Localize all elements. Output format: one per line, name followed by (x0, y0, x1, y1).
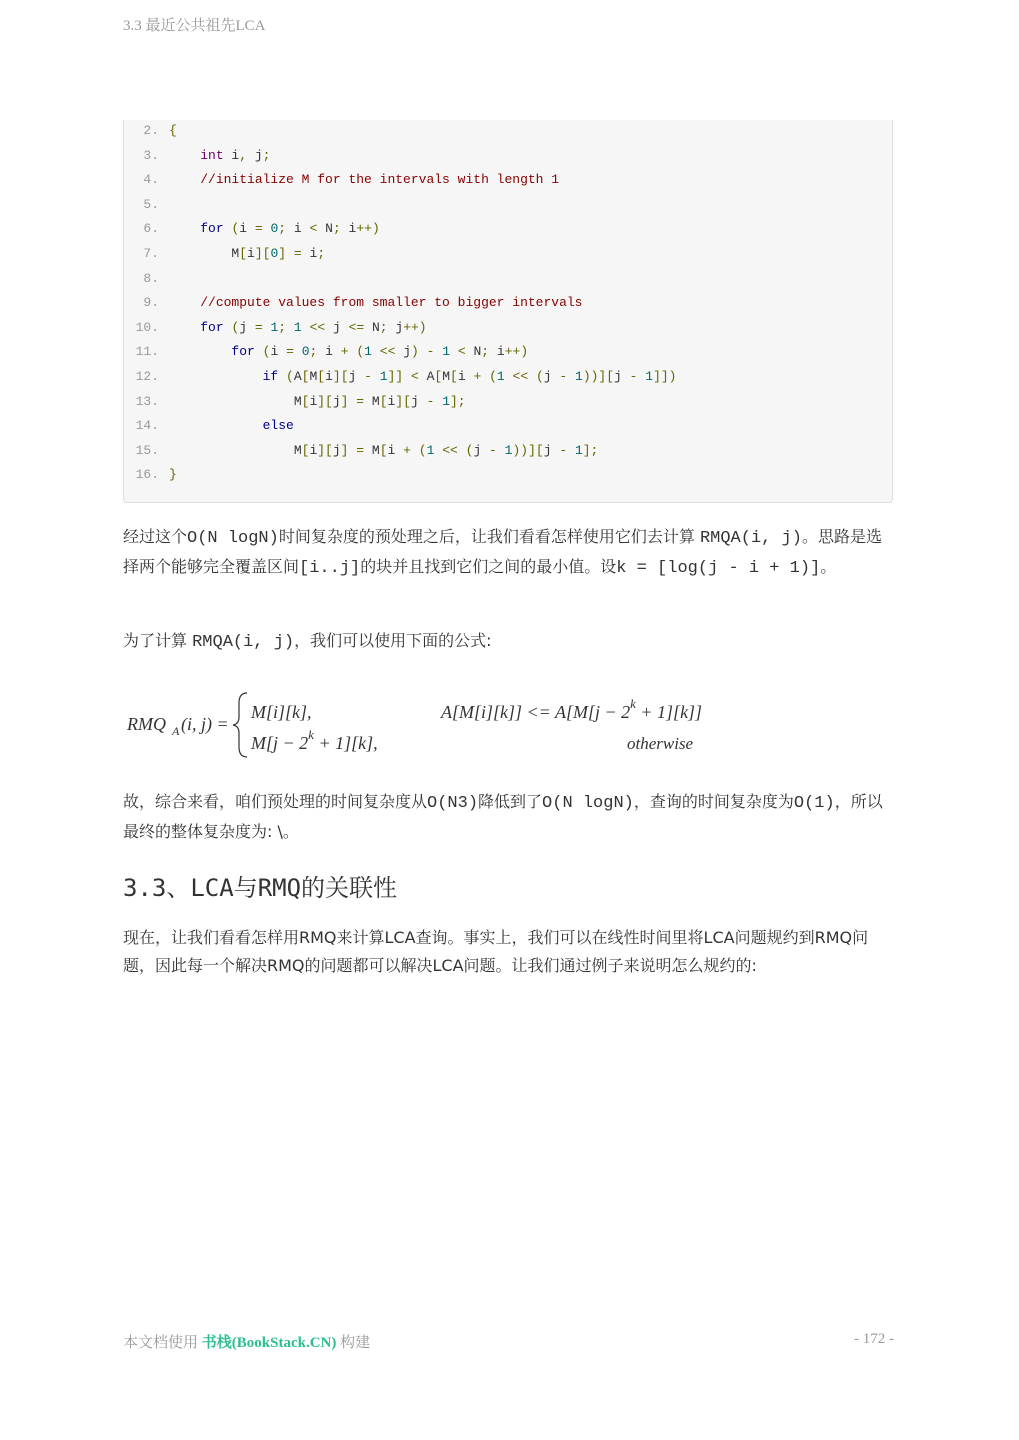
line-number: 5. (143, 196, 159, 212)
code-line (124, 392, 466, 412)
line-number: 15. (135, 442, 159, 458)
code-line (124, 244, 325, 264)
paragraph-lca-rmq: 现在，让我们看看怎样用RMQ来计算LCA查询。事实上，我们可以在线性时间里将LCA问题规约到RMQ问题，因此每一个解决RMQ的问题都可以解决LCA问题。让我们通过例子来说明怎么规约的: (123, 928, 869, 975)
code-text: for (i = 0; i < N; i++) (200, 221, 380, 237)
formula-case2-value: $M[j - 2^k + 1][k]$, (251, 727, 378, 753)
code-text: for (i = 0; i + (1 << j) - 1 < N; i++) (231, 344, 529, 360)
formula-lhs: RMQ (127, 714, 166, 734)
code-line (124, 318, 427, 338)
code-text: for (j = 1; 1 << j <= N; j++) (200, 319, 427, 335)
line-number: 4. (143, 172, 159, 188)
formula-brace (233, 693, 247, 757)
formula-lhs-args: (i, j) = (181, 714, 229, 734)
running-header: 3.3 最近公共祖先LCA (123, 18, 266, 34)
code-line (124, 219, 380, 239)
code-text: int i, j; (200, 147, 271, 163)
line-number: 9. (143, 295, 159, 311)
code-line (124, 170, 559, 190)
rmq-formula (123, 685, 763, 765)
code-block (123, 120, 893, 503)
line-number: 16. (135, 467, 159, 483)
paragraph-formula-intro: 为了计算 RMQA(i, j)，我们可以使用下面的公式: (123, 631, 492, 652)
code-text: //initialize M for the intervals with length 1 (200, 172, 560, 188)
line-number: 6. (143, 221, 159, 237)
code-line (124, 441, 598, 461)
code-text: M[i][j] = M[i + (1 << (j - 1))][j - 1]; (169, 442, 599, 458)
code-text: if (A[M[i][j - 1]] < A[M[i + (1 << (j - 1))][j - 1]]) (262, 369, 677, 384)
formula-case1-condition: $A[M[i][k]] <= A[M[j - 2^k + 1][k]]$ (441, 696, 703, 722)
line-number: 8. (143, 270, 159, 286)
code-line (124, 121, 177, 141)
code-line (124, 367, 676, 387)
line-number: 14. (135, 418, 159, 434)
bookstack-link[interactable]: 书栈(BookStack.CN) (201, 1335, 337, 1351)
code-text: else (262, 418, 294, 434)
code-line (124, 146, 270, 166)
code-text: M[i][0] = i; (169, 246, 326, 261)
line-number: 2. (143, 123, 159, 138)
page-number: - 172 - (854, 1331, 894, 1347)
line-number: 11. (135, 344, 159, 360)
code-line (124, 269, 169, 289)
code-text: { (169, 123, 177, 138)
formula-lhs-sub: A (172, 724, 180, 738)
footer-credit: 本文档使用 书栈(BookStack.CN) 构建 (123, 1335, 371, 1351)
rmq-formula-svg (123, 685, 763, 765)
line-number: 10. (135, 319, 159, 335)
line-number: 3. (143, 147, 159, 163)
code-text: M[i][j] = M[i][j - 1]; (169, 393, 466, 409)
code-line (124, 342, 528, 362)
formula-case1-value: M[i][k], (251, 702, 312, 722)
code-line (124, 465, 177, 485)
line-number: 13. (135, 393, 159, 409)
code-line (124, 195, 169, 215)
code-line (124, 293, 582, 313)
line-number: 7. (143, 246, 159, 261)
paragraph-preprocessing: 经过这个O(N logN)时间复杂度的预处理之后，让我们看看怎样使用它们去计算 RMQA(i, j)。思路是选择两个能够完全覆盖区间[i..j]的块并且找到它们之间的最小值。设k = [log(j - i + 1)]。 (123, 527, 882, 578)
code-text: } (169, 467, 177, 483)
section-heading: 3.3、LCA与RMQ的关联性 (123, 874, 398, 902)
formula-case2-condition: otherwise (627, 734, 694, 753)
code-line (124, 416, 294, 436)
line-number: 12. (135, 369, 159, 384)
paragraph-complexity: 故，综合来看，咱们预处理的时间复杂度从O(N3)降低到了O(N logN)，查询的时间复杂度为O(1)，所以最终的整体复杂度为: \。 (123, 792, 883, 841)
code-text: //compute values from smaller to bigger intervals (200, 295, 583, 311)
